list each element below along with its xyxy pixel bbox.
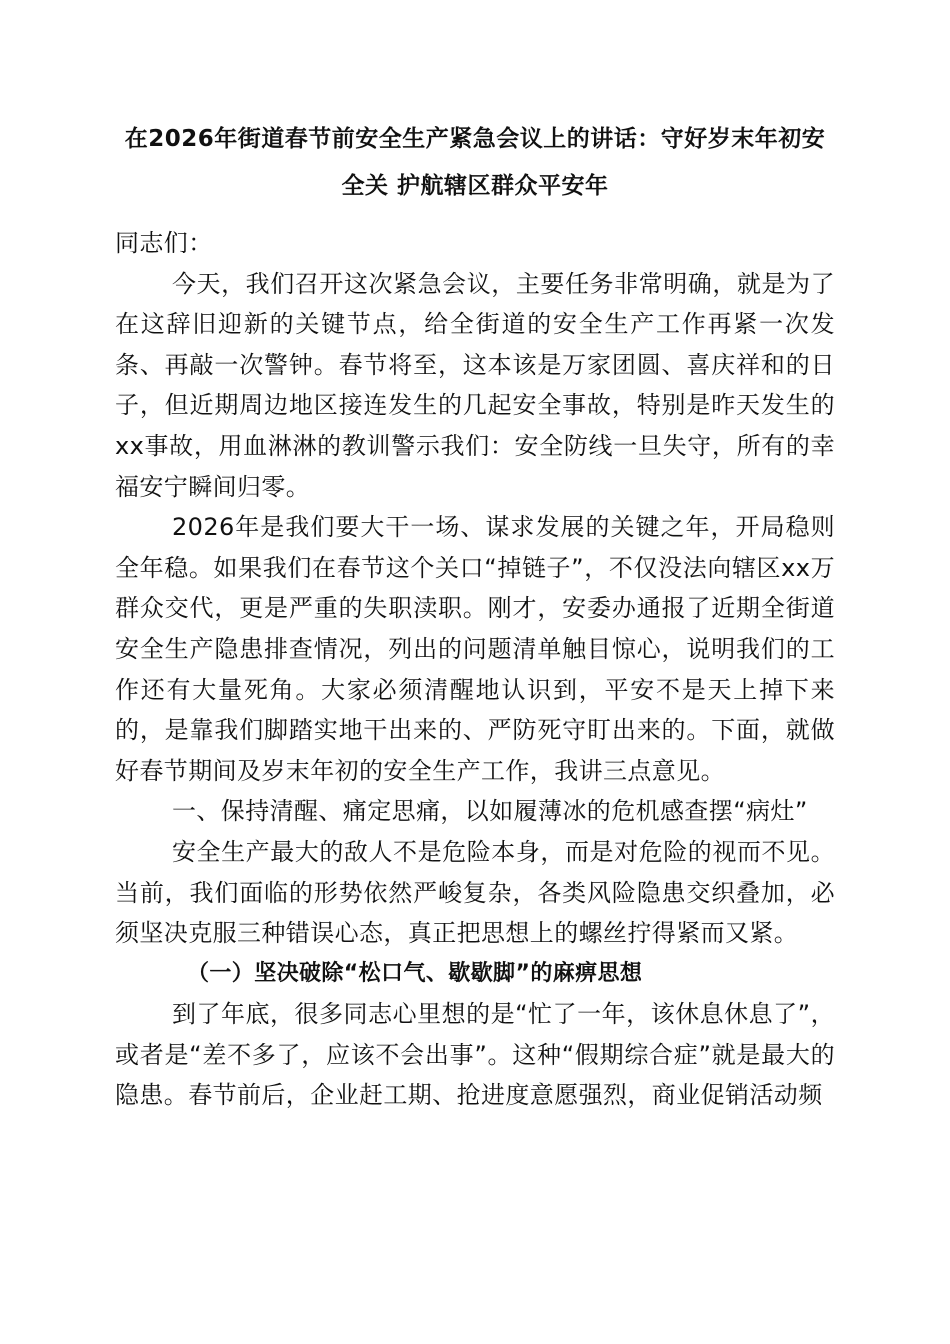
paragraph-context: 2026年是我们要大干一场、谋求发展的关键之年，开局稳则全年稳。如果我们在春节这个关口“掉链子”，不仅没法向辖区xx万群众交代，更是严重的失职渎职。刚才，安委办通报了近期全街道安全生产隐患排查情况，列出的问题清单触目惊心，说明我们的工作还有大量死角。大家必须清醒地认识到，平安不是天上掉下来的，是靠我们脚踏实地干出来的、严防死守盯出来的。下面，就做好春节期间及岁末年初的安全生产工作，我讲三点意见。 xyxy=(115,513,835,785)
section-paragraph-1: 安全生产最大的敌人不是危险本身，而是对危险的视而不见。当前，我们面临的形势依然严峻复杂，各类风险隐患交织叠加，必须坚决克服三种错误心态，真正把思想上的螺丝拧得紧而又紧。 xyxy=(115,837,835,948)
subsection-paragraph-1: 到了年底，很多同志心里想的是“忙了一年，该休息休息了”，或者是“差不多了，应该不会出事”。这种“假期综合症”就是最大的隐患。春节前后，企业赶工期、抢进度意愿强烈，商业促销活动频 xyxy=(115,1000,835,1110)
salutation: 同志们： xyxy=(115,229,213,257)
paragraph-intro: 今天，我们召开这次紧急会议，主要任务非常明确，就是为了在这辞旧迎新的关键节点，给全街道的安全生产工作再紧一次发条、再敲一次警钟。春节将至，这本该是万家团圆、喜庆祥和的日子，但近期周边地区接连发生的几起安全事故，特别是昨天发生的xx事故，用血淋淋的教训警示我们：安全防线一旦失守，所有的幸福安宁瞬间归零。 xyxy=(115,269,835,501)
document-title: 在2026年街道春节前安全生产紧急会议上的讲话：守好岁末年初安全关 护航辖区群众平安年 xyxy=(124,126,826,199)
section-heading-1: 一、保持清醒、痛定思痛，以如履薄冰的危机感查摆“病灶” xyxy=(172,797,808,826)
subsection-heading-1: （一）坚决破除“松口气、歇歇脚”的麻痹思想 xyxy=(187,960,643,986)
document-body xyxy=(115,116,835,1116)
